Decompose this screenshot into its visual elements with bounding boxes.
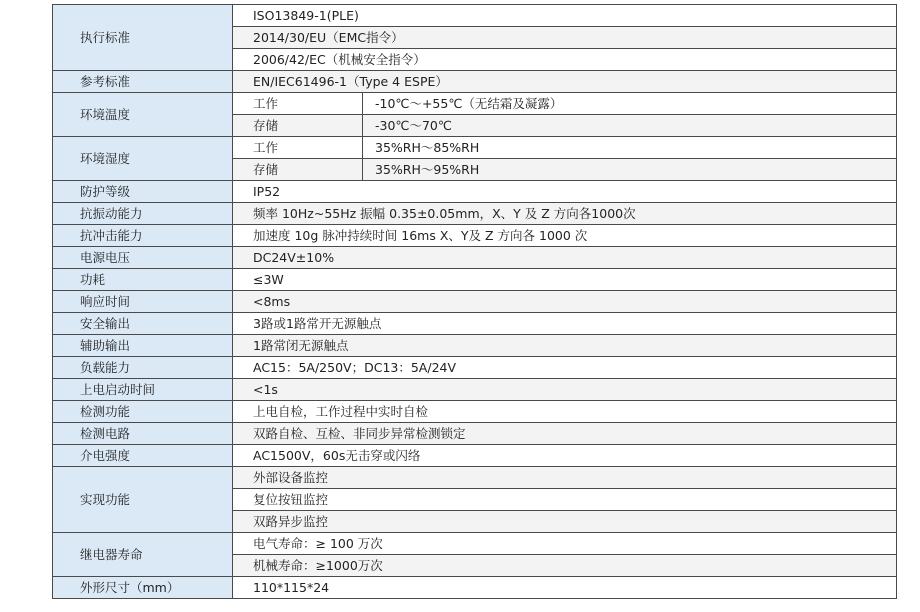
row-label: 继电器寿命	[53, 533, 233, 577]
value-cell: 35%RH～85%RH	[363, 137, 897, 159]
row-label: 执行标准	[53, 5, 233, 71]
row-label: 上电启动时间	[53, 379, 233, 401]
table-row	[53, 269, 897, 291]
table-row	[53, 291, 897, 313]
table-row	[53, 335, 897, 357]
row-label: 抗冲击能力	[53, 225, 233, 247]
value-cell: IP52	[233, 181, 897, 203]
value-cell: 110*115*24	[233, 577, 897, 599]
value-cell: 3路或1路常开无源触点	[233, 313, 897, 335]
row-label: 检测电路	[53, 423, 233, 445]
value-cell: 电气寿命：≥ 100 万次	[233, 533, 897, 555]
row-label: 检测功能	[53, 401, 233, 423]
value-cell: <1s	[233, 379, 897, 401]
table-row	[53, 357, 897, 379]
table-row	[53, 71, 897, 93]
value-cell: ISO13849-1(PLE)	[233, 5, 897, 27]
table-row	[53, 203, 897, 225]
row-label: 辅助输出	[53, 335, 233, 357]
table-row	[53, 225, 897, 247]
table-row	[53, 423, 897, 445]
row-label: 负载能力	[53, 357, 233, 379]
table-row	[53, 467, 897, 489]
spec-table-body	[53, 5, 897, 599]
condition-cell: 存储	[233, 115, 363, 137]
table-row	[53, 93, 897, 115]
table-row	[53, 137, 897, 159]
table-row	[53, 247, 897, 269]
value-cell: 上电自检，工作过程中实时自检	[233, 401, 897, 423]
value-cell: 2006/42/EC（机械安全指令）	[233, 49, 897, 71]
spec-table	[52, 4, 897, 599]
row-label: 外形尺寸（mm）	[53, 577, 233, 599]
value-cell: 双路自检、互检、非同步异常检测锁定	[233, 423, 897, 445]
table-row	[53, 379, 897, 401]
condition-cell: 存储	[233, 159, 363, 181]
value-cell: 加速度 10g 脉冲持续时间 16ms X、Y及 Z 方向各 1000 次	[233, 225, 897, 247]
value-cell: -10℃～+55℃（无结霜及凝露）	[363, 93, 897, 115]
table-row	[53, 577, 897, 599]
value-cell: 外部设备监控	[233, 467, 897, 489]
value-cell: DC24V±10%	[233, 247, 897, 269]
row-label: 参考标准	[53, 71, 233, 93]
table-row	[53, 533, 897, 555]
value-cell: ≤3W	[233, 269, 897, 291]
value-cell: 双路异步监控	[233, 511, 897, 533]
row-label: 防护等级	[53, 181, 233, 203]
table-row	[53, 181, 897, 203]
row-label: 环境湿度	[53, 137, 233, 181]
row-label: 功耗	[53, 269, 233, 291]
value-cell: 1路常闭无源触点	[233, 335, 897, 357]
value-cell: 复位按钮监控	[233, 489, 897, 511]
value-cell: EN/IEC61496-1（Type 4 ESPE）	[233, 71, 897, 93]
value-cell: 2014/30/EU（EMC指令）	[233, 27, 897, 49]
table-row	[53, 313, 897, 335]
value-cell: 机械寿命：≥1000万次	[233, 555, 897, 577]
table-row	[53, 445, 897, 467]
row-label: 环境温度	[53, 93, 233, 137]
row-label: 安全输出	[53, 313, 233, 335]
row-label: 电源电压	[53, 247, 233, 269]
value-cell: 35%RH～95%RH	[363, 159, 897, 181]
value-cell: AC1500V，60s无击穿或闪络	[233, 445, 897, 467]
value-cell: 频率 10Hz~55Hz 振幅 0.35±0.05mm，X、Y 及 Z 方向各1000次	[233, 203, 897, 225]
row-label: 抗振动能力	[53, 203, 233, 225]
table-row	[53, 401, 897, 423]
condition-cell: 工作	[233, 137, 363, 159]
row-label: 响应时间	[53, 291, 233, 313]
value-cell: -30℃～70℃	[363, 115, 897, 137]
table-row	[53, 5, 897, 27]
row-label: 实现功能	[53, 467, 233, 533]
condition-cell: 工作	[233, 93, 363, 115]
value-cell: <8ms	[233, 291, 897, 313]
row-label: 介电强度	[53, 445, 233, 467]
value-cell: AC15：5A/250V；DC13：5A/24V	[233, 357, 897, 379]
